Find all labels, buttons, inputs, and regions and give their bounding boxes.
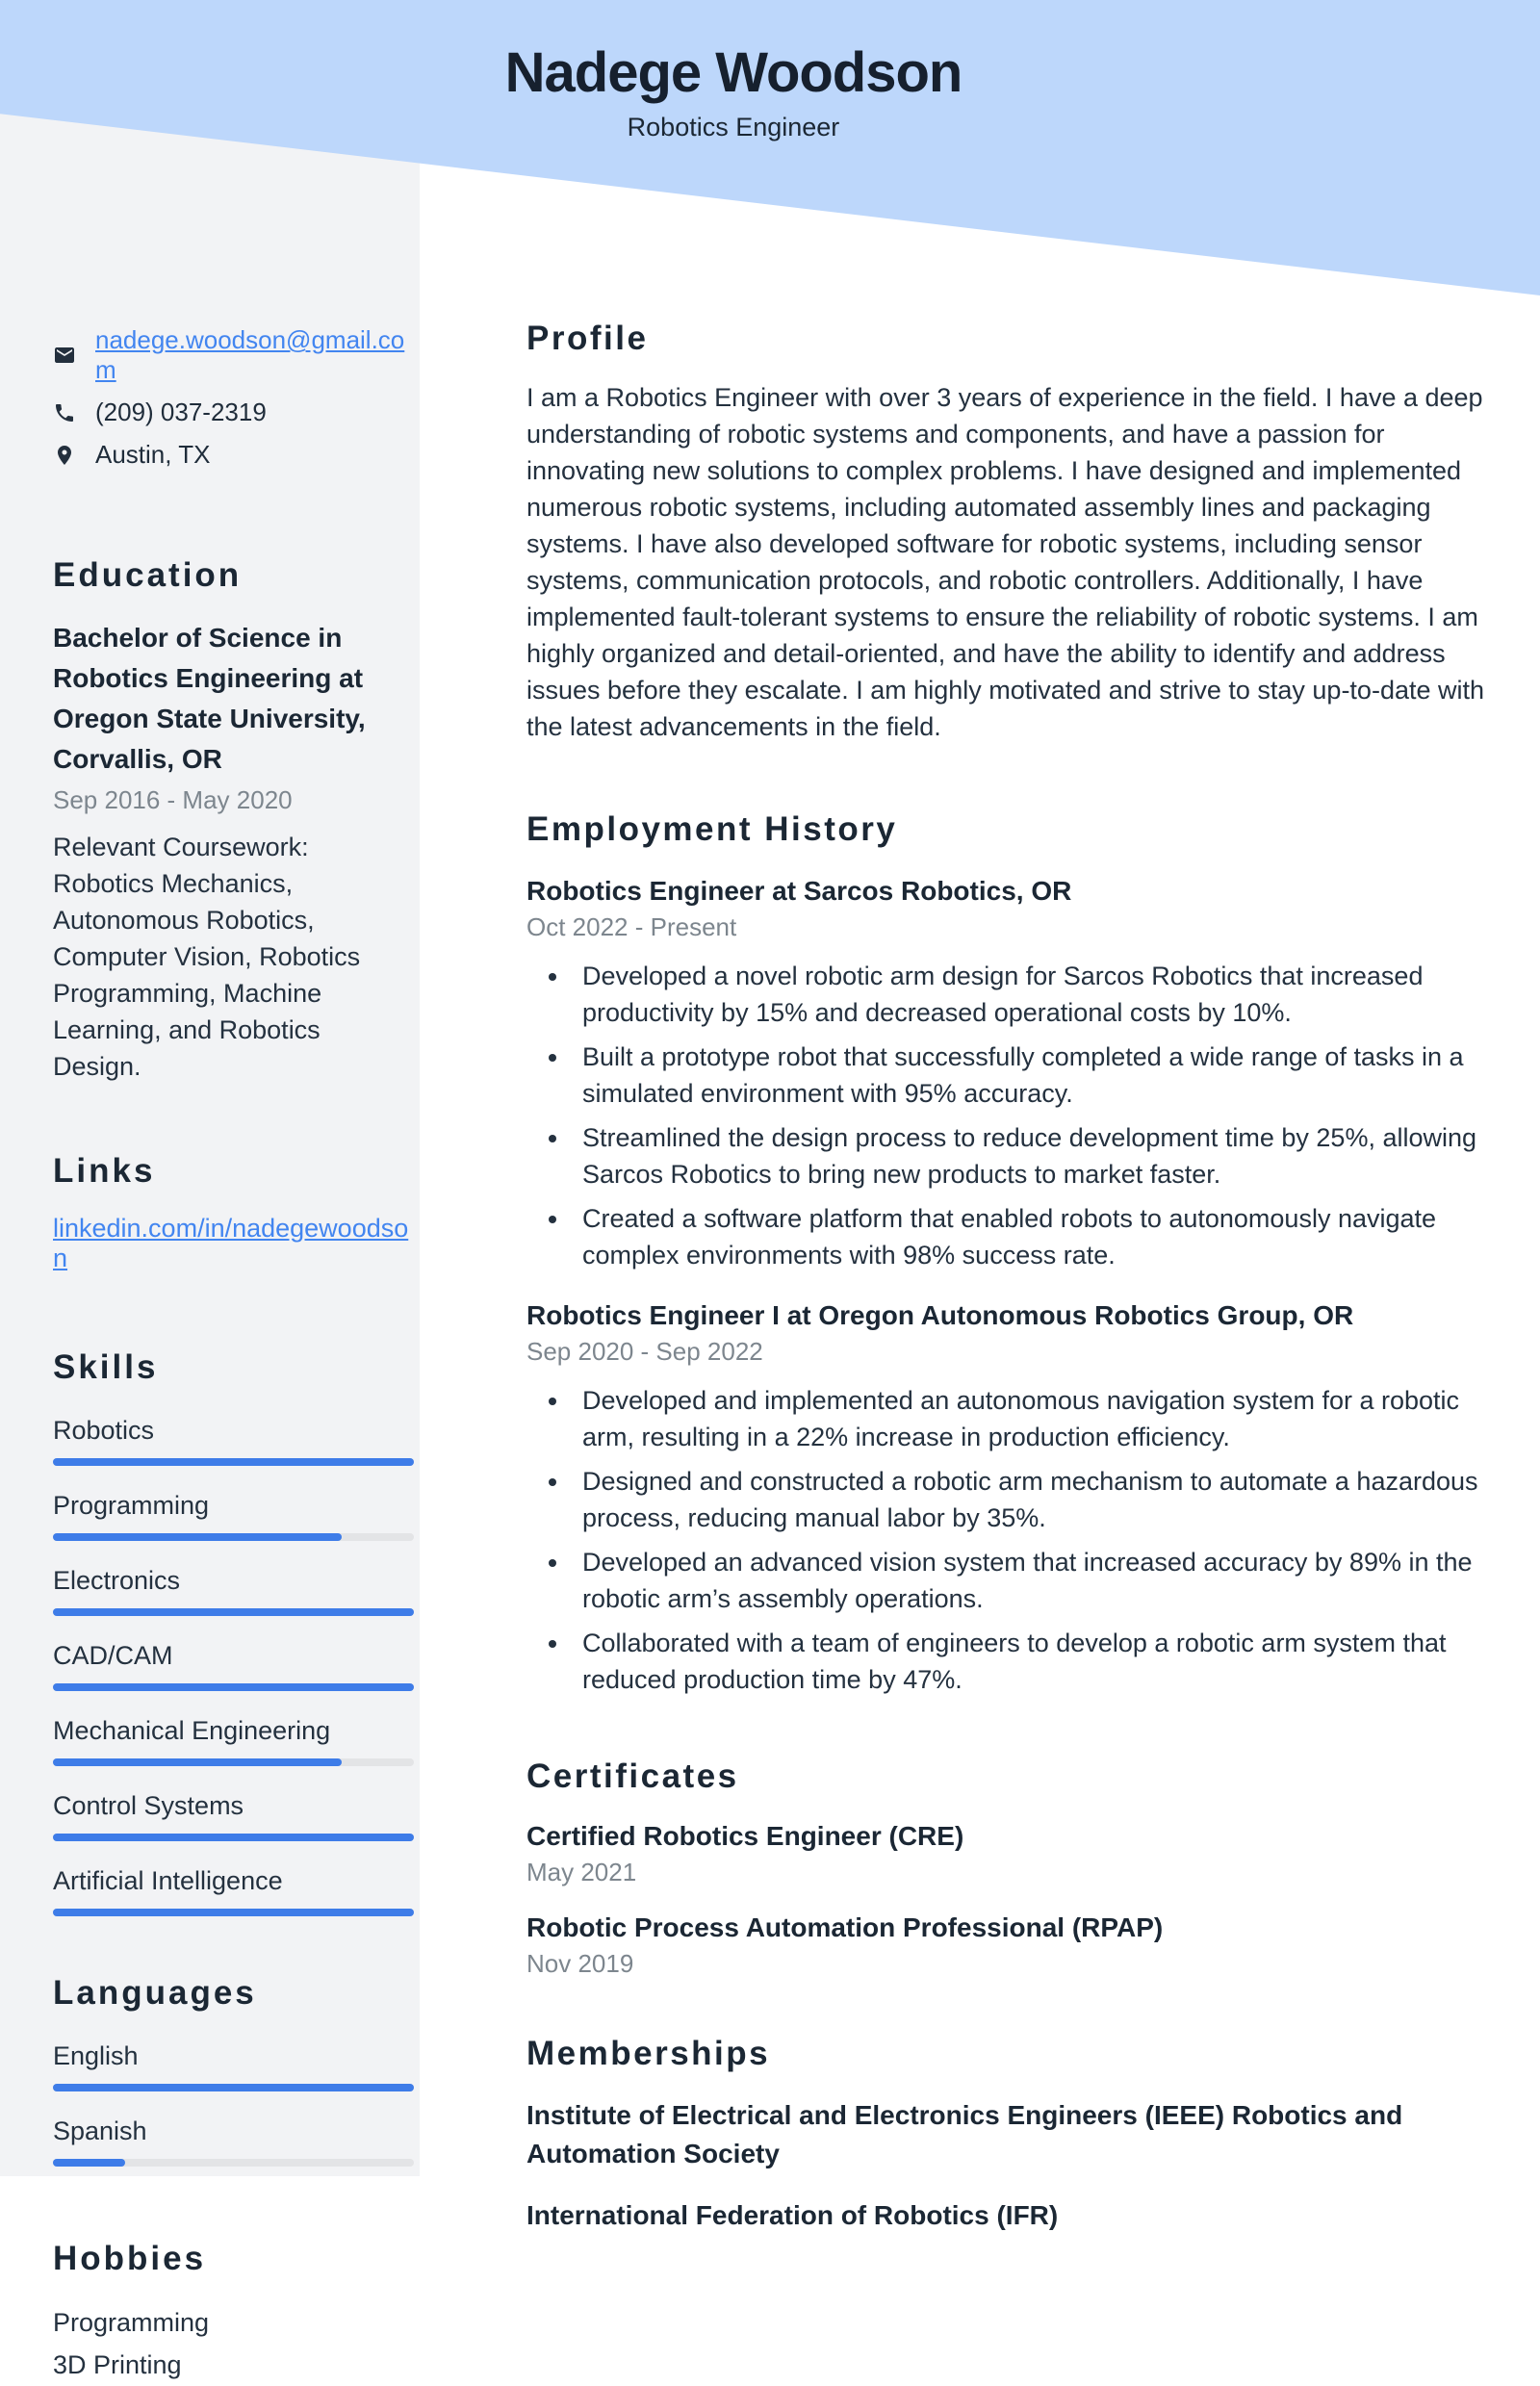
- skill-name: Robotics: [53, 1416, 155, 1445]
- language-bar-fill: [53, 2084, 414, 2091]
- job-bullet: • Built a prototype robot that successfully completed a wide range of tasks in a simulated environment with 95% accuracy.: [571, 1039, 1489, 1112]
- hobbies-heading: Hobbies: [53, 2240, 207, 2277]
- skill-item: [53, 1791, 415, 1841]
- job-bullet: • Designed and constructed a robotic arm mechanism to automate a hazardous process, reducing manual labor by 35%.: [571, 1463, 1489, 1536]
- skill-item: [53, 1566, 415, 1616]
- job-bullet-list: [526, 1382, 1489, 1698]
- language-item: [53, 2117, 415, 2167]
- profile-section: [526, 320, 1489, 745]
- membership-entry: Institute of Electrical and Electronics Engineers (IEEE) Robotics and Automation Society: [526, 2100, 1403, 2168]
- job-bullet: • Developed a novel robotic arm design for Sarcos Robotics that increased productivity by 15% and decreased operational costs by 10%.: [571, 958, 1489, 1031]
- skill-bar-fill: [53, 1834, 414, 1841]
- sidebar: [53, 325, 415, 2386]
- header: [0, 40, 1467, 142]
- profile-text: I am a Robotics Engineer with over 3 years of experience in the field. I have a deep understanding of robotic systems and components, and have a passion for innovating new solutions to complex problems. I have designed and implemented numerous robotic systems, including automated assembly lines and packaging systems. I have also developed software for robotic systems, including sensor systems, communication protocols, and robotic controllers. Additionally, I have implemented fault-tolerant systems to ensure the reliability of robotic systems. I am highly organized and detail-oriented, and have the ability to identify and address issues before they escalate. I am highly motivated and strive to stay up-to-date with the latest advancements in the field.: [526, 383, 1485, 741]
- job-dates: Sep 2020 - Sep 2022: [526, 1337, 763, 1366]
- envelope-icon: [53, 344, 76, 367]
- certificate-title: Certified Robotics Engineer (CRE): [526, 1821, 964, 1851]
- location-pin-icon: [53, 444, 76, 467]
- skill-bar-fill: [53, 1683, 414, 1691]
- skill-bar: [53, 1608, 414, 1616]
- contact-phone-row: [53, 398, 415, 427]
- skill-name: Mechanical Engineering: [53, 1716, 331, 1745]
- job-bullet: • Created a software platform that enabled robots to autonomously navigate complex environments with 98% success rate.: [571, 1200, 1489, 1273]
- skills-heading: Skills: [53, 1348, 159, 1386]
- employment-section: [526, 810, 1489, 1698]
- skill-bar-fill: [53, 1608, 414, 1616]
- skill-item: [53, 1491, 415, 1541]
- job-dates: Oct 2022 - Present: [526, 912, 737, 941]
- skill-name: Control Systems: [53, 1791, 244, 1820]
- profile-heading: Profile: [526, 320, 649, 357]
- skill-item: [53, 1866, 415, 1916]
- skill-item: [53, 1641, 415, 1691]
- job-entry: [526, 1300, 1489, 1698]
- skill-item: [53, 1716, 415, 1766]
- job-bullet-list: [526, 958, 1489, 1273]
- skill-bar-fill: [53, 1458, 414, 1466]
- employment-heading: Employment History: [526, 810, 898, 848]
- skill-bar-fill: [53, 1758, 342, 1766]
- certificates-section: [526, 1757, 1489, 1979]
- certificate-date: Nov 2019: [526, 1949, 634, 1978]
- skill-bar: [53, 1458, 414, 1466]
- certificate-entry: [526, 1912, 1489, 1979]
- education-section: [53, 556, 415, 1085]
- memberships-section: [526, 2035, 1489, 2235]
- education-dates: Sep 2016 - May 2020: [53, 785, 293, 814]
- hobby-item: 3D Printing: [53, 2350, 182, 2379]
- certificates-heading: Certificates: [526, 1757, 739, 1795]
- hobby-item: Programming: [53, 2308, 210, 2337]
- links-section: [53, 1152, 415, 1273]
- skill-item: [53, 1416, 415, 1466]
- certificate-title: Robotic Process Automation Professional (RPAP): [526, 1912, 1164, 1942]
- membership-entry: International Federation of Robotics (IFR): [526, 2200, 1059, 2230]
- skill-bar: [53, 1683, 414, 1691]
- person-job-title: Robotics Engineer: [627, 113, 840, 141]
- job-bullet: • Collaborated with a team of engineers to develop a robotic arm system that reduced production time by 47%.: [571, 1625, 1489, 1698]
- language-name: English: [53, 2041, 139, 2070]
- person-name: Nadege Woodson: [504, 41, 962, 104]
- education-description: Relevant Coursework: Robotics Mechanics, Autonomous Robotics, Computer Vision, Robotics Programming, Machine Learning, and Robotics Design.: [53, 833, 361, 1081]
- skill-name: Programming: [53, 1491, 210, 1520]
- email-link[interactable]: nadege.woodson@gmail.com: [95, 325, 405, 384]
- skills-section: [53, 1348, 415, 1916]
- contact-location-row: [53, 440, 415, 470]
- job-bullet: • Developed an advanced vision system that increased accuracy by 89% in the robotic arm’s assembly operations.: [571, 1544, 1489, 1617]
- skill-name: Electronics: [53, 1566, 181, 1595]
- location-text: Austin, TX: [95, 440, 211, 469]
- memberships-heading: Memberships: [526, 2035, 771, 2072]
- job-bullet: • Developed and implemented an autonomous navigation system for a robotic arm, resulting in a 22% increase in production efficiency.: [571, 1382, 1489, 1455]
- skill-bar: [53, 1909, 414, 1916]
- skill-name: CAD/CAM: [53, 1641, 173, 1670]
- certificate-entry: [526, 1821, 1489, 1887]
- job-title: Robotics Engineer at Sarcos Robotics, OR: [526, 876, 1072, 906]
- job-title: Robotics Engineer I at Oregon Autonomous Robotics Group, OR: [526, 1300, 1354, 1330]
- language-name: Spanish: [53, 2117, 147, 2145]
- hobbies-section: [53, 2240, 415, 2386]
- skill-bar-fill: [53, 1533, 342, 1541]
- phone-icon: [53, 401, 76, 424]
- skill-bar: [53, 1758, 414, 1766]
- main-column: [526, 320, 1489, 2235]
- languages-section: [53, 1974, 415, 2167]
- education-heading: Education: [53, 556, 243, 594]
- language-bar: [53, 2159, 414, 2167]
- skill-bar: [53, 1533, 414, 1541]
- skill-bar-fill: [53, 1909, 414, 1916]
- languages-heading: Languages: [53, 1974, 257, 2012]
- links-heading: Links: [53, 1152, 156, 1190]
- language-item: [53, 2041, 415, 2091]
- skill-bar: [53, 1834, 414, 1841]
- language-bar-fill: [53, 2159, 125, 2167]
- language-bar: [53, 2084, 414, 2091]
- certificate-date: May 2021: [526, 1858, 637, 1886]
- job-bullet: • Streamlined the design process to reduce development time by 25%, allowing Sarcos Robotics to bring new products to market faster.: [571, 1119, 1489, 1193]
- linkedin-link[interactable]: linkedin.com/in/nadegewoodson: [53, 1214, 409, 1272]
- phone-number: (209) 037-2319: [95, 398, 267, 426]
- contact-email-row: [53, 325, 415, 385]
- skill-name: Artificial Intelligence: [53, 1866, 283, 1895]
- education-degree: Bachelor of Science in Robotics Engineering at Oregon State University, Corvallis, OR: [53, 623, 366, 774]
- job-entry: [526, 876, 1489, 1273]
